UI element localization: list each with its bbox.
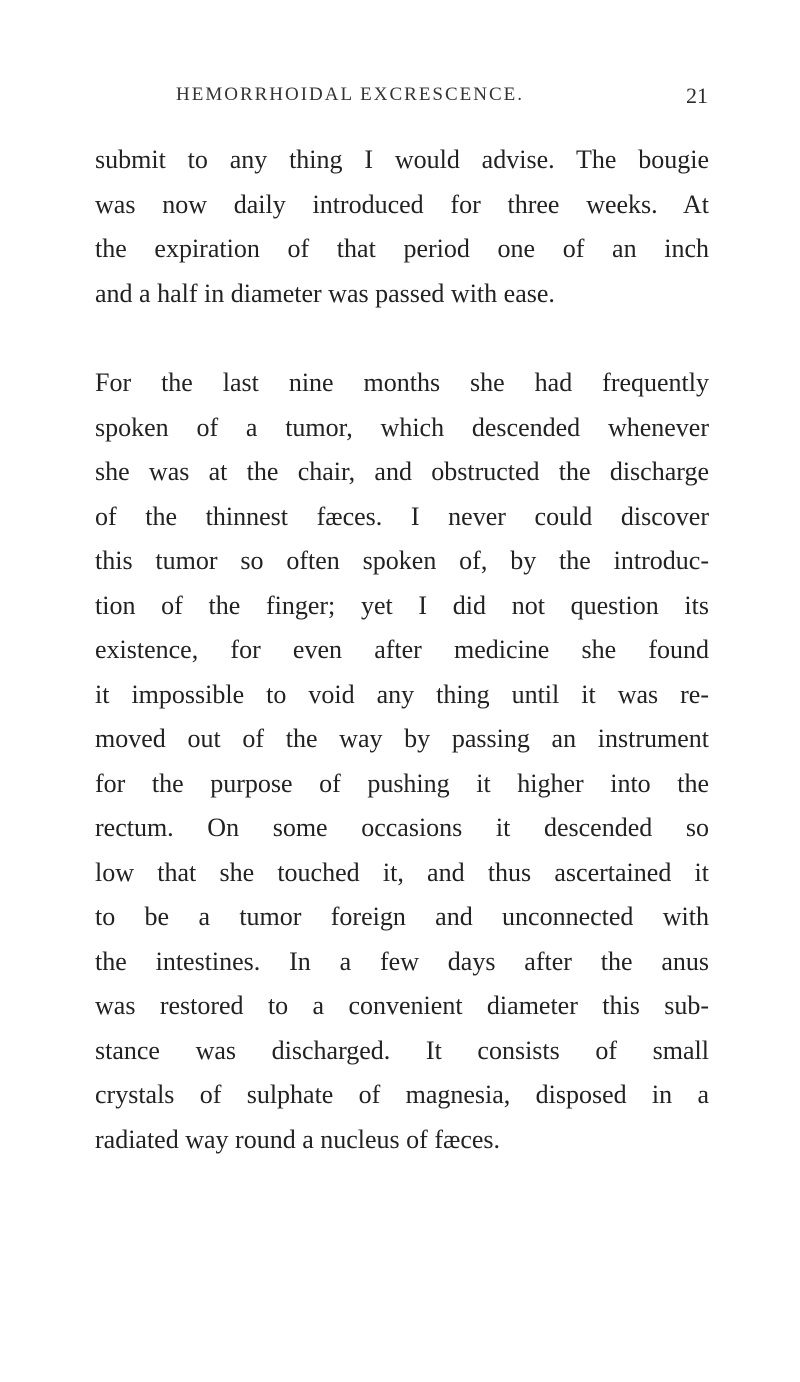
text-line: the intestines. In a few days after the anus (95, 946, 709, 976)
text-line: and a half in diameter was passed with ease. (95, 278, 555, 308)
text-line: to be a tumor foreign and unconnected with (95, 902, 709, 931)
text-line: this tumor so often spoken of, by the introduc- (95, 546, 709, 575)
text-line: it impossible to void any thing until it was re- (95, 679, 709, 709)
text-line: spoken of a tumor, which descended whenever (95, 412, 709, 442)
text-line: was restored to a convenient diameter this sub- (95, 991, 709, 1020)
text-line: For the last nine months she had frequently (95, 368, 709, 397)
text-line: the expiration of that period one of an inch (95, 234, 709, 263)
running-title: HEMORRHOIDAL EXCRESCENCE. (176, 84, 525, 105)
paragraph-continued (95, 138, 709, 316)
text-line: for the purpose of pushing it higher into the (95, 768, 709, 798)
text-line: low that she touched it, and thus ascertained it (95, 857, 709, 887)
text-line: she was at the chair, and obstructed the discharge (95, 457, 709, 486)
text-line: of the thinnest fæces. I never could discover (95, 501, 709, 531)
text-line: existence, for even after medicine she found (95, 635, 709, 664)
text-line: crystals of sulphate of magnesia, disposed in a (95, 1080, 709, 1109)
text-line: tion of the finger; yet I did not question its (95, 590, 709, 620)
text-line: submit to any thing I would advise. The bougie (95, 145, 709, 174)
page-number: 21 (686, 83, 708, 108)
text-line: stance was discharged. It consists of small (95, 1035, 709, 1065)
paragraph-tumor-description (95, 361, 709, 1162)
text-line: radiated way round a nucleus of fæces. (95, 1124, 501, 1154)
text-line: rectum. On some occasions it descended so (95, 813, 709, 842)
text-line: was now daily introduced for three weeks. At (95, 189, 709, 219)
running-head (176, 84, 708, 114)
text-line: moved out of the way by passing an instrument (95, 724, 709, 753)
